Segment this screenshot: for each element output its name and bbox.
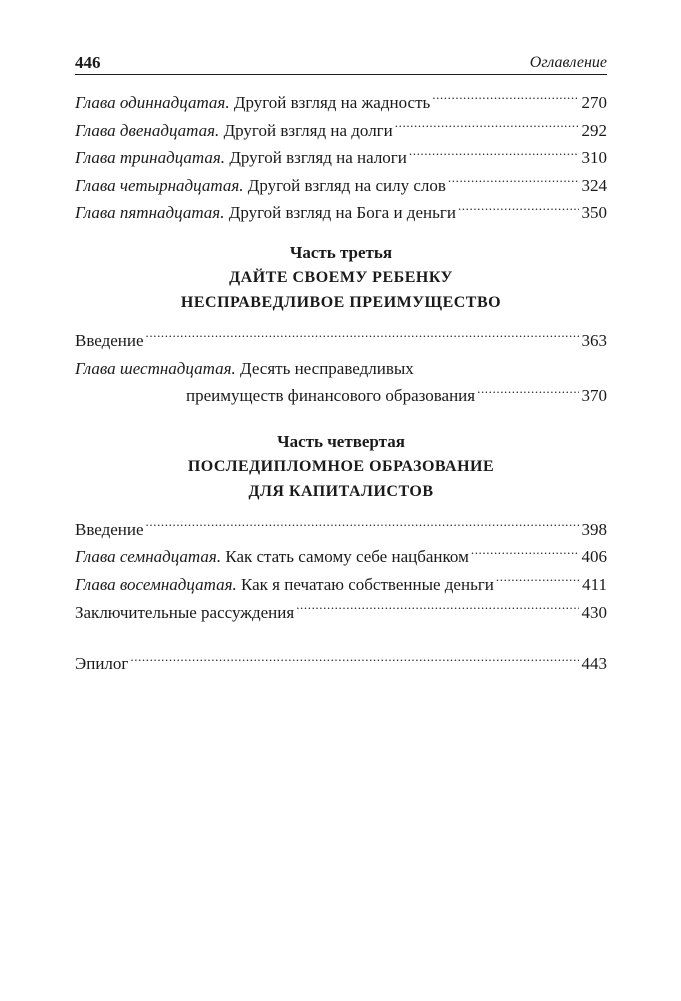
chapter-label: Глава двенадцатая.	[75, 120, 220, 140]
dot-leader	[477, 389, 579, 401]
page-ref: 443	[581, 654, 607, 674]
page-ref: 411	[582, 574, 607, 594]
chapter-title: Другой взгляд на жадность	[229, 93, 431, 112]
page-ref: 350	[581, 203, 607, 223]
page-ref: 398	[581, 519, 607, 539]
dot-leader	[130, 657, 579, 669]
chapter-title: Десять несправедливых	[235, 358, 414, 378]
page-ref: 310	[581, 148, 607, 168]
toc-entry-chapter-17[interactable]	[75, 543, 607, 571]
dot-leader	[496, 578, 579, 590]
toc-entry-chapter-18[interactable]	[75, 571, 607, 599]
running-title: Оглавление	[529, 54, 607, 71]
dot-leader	[432, 96, 579, 108]
chapter-label: Глава восемнадцатая.	[75, 574, 237, 594]
dot-leader	[395, 124, 579, 136]
toc-part-two-tail	[75, 89, 607, 227]
part-label: Часть третья	[289, 242, 393, 262]
toc-page	[75, 52, 607, 678]
part-title-line2: НЕСПРАВЕДЛИВОЕ ПРЕИМУЩЕСТВО	[180, 293, 502, 311]
entry-title: Введение	[75, 330, 144, 350]
dot-leader	[146, 334, 579, 346]
toc-entry-part3-intro[interactable]	[75, 327, 607, 355]
part-four-heading	[75, 430, 607, 504]
toc-entry-chapter-12[interactable]	[75, 117, 607, 145]
toc-entry-chapter-13[interactable]	[75, 144, 607, 172]
toc-entry-chapter-16-line1[interactable]	[75, 355, 607, 383]
page-ref: 292	[581, 120, 607, 140]
chapter-title: Другой взгляд на силу слов	[243, 175, 446, 195]
toc-entry-chapter-15[interactable]	[75, 199, 607, 227]
chapter-label: Глава пятнадцатая.	[75, 203, 225, 223]
toc-entry-part4-intro[interactable]	[75, 516, 607, 544]
toc-entry-conclusion[interactable]	[75, 599, 607, 627]
page-ref: 370	[581, 386, 607, 406]
part-title-line1: ПОСЛЕДИПЛОМНОЕ ОБРАЗОВАНИЕ	[187, 457, 495, 475]
entry-title: Введение	[75, 519, 144, 539]
part-three-heading	[75, 241, 607, 315]
page-ref: 270	[581, 93, 607, 112]
dot-leader	[448, 179, 579, 191]
toc-part-three	[75, 327, 607, 410]
page-number: 446	[75, 53, 101, 72]
dot-leader	[458, 206, 579, 218]
chapter-title: Как стать самому себе нацбанком	[221, 547, 469, 567]
toc-entry-epilog[interactable]	[75, 650, 607, 678]
chapter-label: Глава шестнадцатая.	[75, 358, 236, 378]
part-title-line1: ДАЙТЕ СВОЕМУ РЕБЕНКУ	[229, 268, 453, 286]
chapter-title: Другой взгляд на Бога и деньги	[224, 203, 456, 223]
toc-entry-chapter-16-line2[interactable]	[75, 382, 607, 410]
page-ref: 406	[581, 547, 607, 567]
page-ref: 430	[581, 602, 607, 622]
page-ref: 363	[581, 330, 607, 350]
running-head	[75, 52, 607, 75]
dot-leader	[471, 550, 579, 562]
chapter-title: Другой взгляд на долги	[219, 120, 393, 140]
toc-entry-chapter-14[interactable]	[75, 172, 607, 200]
toc-entry-chapter-11[interactable]	[75, 89, 607, 117]
chapter-title: Как я печатаю собственные деньги	[236, 574, 494, 594]
entry-title: Эпилог	[75, 654, 129, 674]
dot-leader	[409, 151, 579, 163]
chapter-label: Глава семнадцатая.	[75, 547, 222, 567]
toc-part-four	[75, 516, 607, 626]
dot-leader	[146, 523, 579, 535]
chapter-title: Другой взгляд на налоги	[225, 148, 407, 168]
dot-leader	[296, 606, 579, 618]
chapter-label: Глава четырнадцатая.	[75, 175, 244, 195]
chapter-label: Глава тринадцатая.	[75, 148, 226, 168]
part-title-line2: ДЛЯ КАПИТАЛИСТОВ	[248, 482, 434, 500]
chapter-title-continued: преимуществ финансового образования	[186, 386, 476, 406]
part-label: Часть четвертая	[277, 431, 405, 451]
toc-epilog	[75, 650, 607, 678]
page-ref: 324	[581, 175, 607, 195]
chapter-label: Глава одиннадцатая.	[75, 93, 230, 112]
entry-title: Заключительные рассуждения	[75, 602, 295, 622]
